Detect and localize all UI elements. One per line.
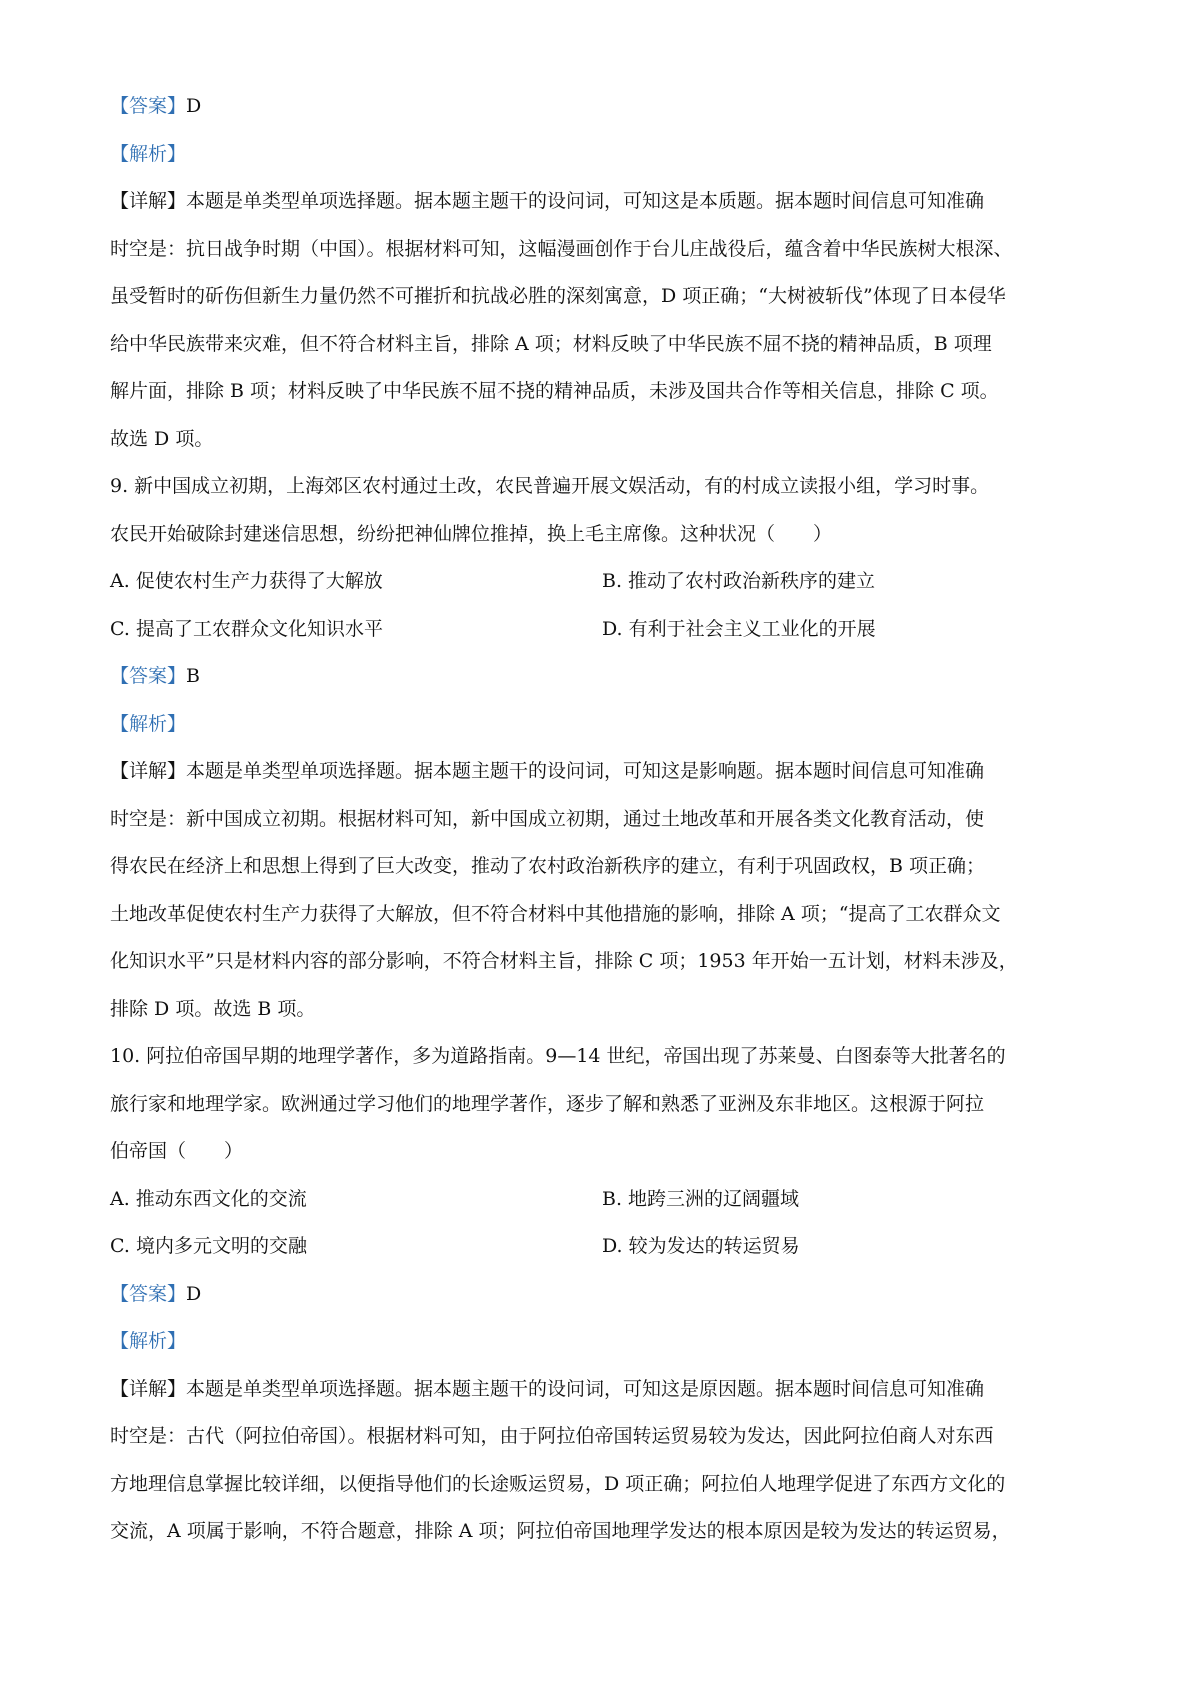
- q9-analysis: [110, 712, 1100, 736]
- answer-label: 【答案】: [110, 95, 187, 117]
- q8-detail-line: 时空是：抗日战争时期（中国）。根据材料可知，这幅漫画创作于台儿庄战役后，蕴含着中华民族树大根深、: [110, 237, 1013, 260]
- q9-stem-line: 9. 新中国成立初期，上海郊区农村通过土改，农民普遍开展文娱活动，有的村成立读报小组，学习时事。: [110, 475, 990, 497]
- q9-options-row: [110, 569, 1100, 593]
- q10-options-row: [110, 1187, 1100, 1211]
- q10-options-row: [110, 1234, 1100, 1258]
- q9-detail-line: 得农民在经济上和思想上得到了巨大改变，推动了农村政治新秩序的建立，有利于巩固政权，B 项正确；: [110, 855, 986, 877]
- q8-detail-line: 故选 D 项。: [110, 427, 214, 450]
- analysis-label: 【解析】: [110, 1330, 187, 1352]
- detail-label: 【详解】: [110, 760, 187, 782]
- q10-stem-line: 伯帝国（ ）: [110, 1140, 244, 1162]
- q9-detail-line: [110, 759, 1100, 783]
- q10-detail-line: 方地理信息掌握比较详细，以便指导他们的长途贩运贸易，D 项正确；阿拉伯人地理学促进了东西方文化的: [110, 1472, 1006, 1495]
- q8-analysis: [110, 142, 1100, 166]
- q9-detail-line: 排除 D 项。故选 B 项。: [110, 997, 316, 1020]
- option-c: C. 提高了工农群众文化知识水平: [110, 617, 383, 640]
- q8-detail-line: 给中华民族带来灾难，但不符合材料主旨，排除 A 项；材料反映了中华民族不屈不挠的精神品质，B 项理: [110, 332, 992, 355]
- detail-label: 【详解】: [110, 190, 187, 212]
- option-a: A. 促使农村生产力获得了大解放: [110, 570, 383, 592]
- q8-detail-line: 解片面，排除 B 项；材料反映了中华民族不屈不挠的精神品质，未涉及国共合作等相关信息，排除 C 项。: [110, 380, 999, 402]
- answer-label: 【答案】: [110, 1282, 187, 1305]
- q8-detail-line: 虽受暂时的斫伤但新生力量仍然不可摧折和抗战必胜的深刻寓意，D 项正确；“大树被斩伐”体现了日本侵华: [110, 285, 1006, 307]
- option-a: A. 推动东西文化的交流: [110, 1187, 307, 1210]
- option-b: B. 地跨三洲的辽阔疆域: [602, 1187, 800, 1210]
- q10-answer: [110, 1282, 1100, 1306]
- q9-options-row: [110, 617, 1100, 641]
- detail-text: 本题是单类型单项选择题。据本题主题干的设问词，可知这是影响题。据本题时间信息可知准确: [186, 760, 985, 782]
- answer-value: D: [186, 95, 202, 117]
- q9-detail-line: 化知识水平”只是材料内容的部分影响，不符合材料主旨，排除 C 项；1953 年开始一五计划，材料未涉及，: [110, 950, 1018, 972]
- detail-text: 本题是单类型单项选择题。据本题主题干的设问词，可知这是原因题。据本题时间信息可知准确: [186, 1377, 985, 1400]
- q10-detail-line: 交流，A 项属于影响，不符合题意，排除 A 项；阿拉伯帝国地理学发达的根本原因是较为发达的转运贸易，: [110, 1520, 1011, 1542]
- analysis-label: 【解析】: [110, 712, 187, 735]
- option-b: B. 推动了农村政治新秩序的建立: [602, 570, 876, 592]
- detail-text: 本题是单类型单项选择题。据本题主题干的设问词，可知这是本质题。据本题时间信息可知准确: [186, 190, 985, 212]
- answer-value: D: [186, 1282, 202, 1305]
- q8-answer: [110, 94, 1100, 118]
- q10-stem-line: 10. 阿拉伯帝国早期的地理学著作，多为道路指南。9—14 世纪，帝国出现了苏莱曼、白图泰等大批著名的: [110, 1045, 1006, 1067]
- q10-detail-line: 时空是：古代（阿拉伯帝国）。根据材料可知，由于阿拉伯帝国转运贸易较为发达，因此阿拉伯商人对东西: [110, 1425, 994, 1447]
- option-d: D. 较为发达的转运贸易: [602, 1235, 800, 1257]
- option-d: D. 有利于社会主义工业化的开展: [602, 617, 876, 640]
- q9-answer: [110, 664, 1100, 688]
- q8-detail-line: [110, 189, 1100, 213]
- analysis-label: 【解析】: [110, 142, 187, 165]
- q10-stem-line: 旅行家和地理学家。欧洲通过学习他们的地理学著作，逐步了解和熟悉了亚洲及东非地区。这根源于阿拉: [110, 1092, 985, 1115]
- q9-detail-line: 时空是：新中国成立初期。根据材料可知，新中国成立初期，通过土地改革和开展各类文化教育活动，使: [110, 807, 985, 830]
- q10-analysis: [110, 1329, 1100, 1353]
- answer-label: 【答案】: [110, 665, 187, 687]
- answer-value: B: [186, 665, 200, 687]
- detail-label: 【详解】: [110, 1377, 187, 1400]
- q10-detail-line: [110, 1377, 1100, 1401]
- q9-stem-line: 农民开始破除封建迷信思想，纷纷把神仙牌位推掉，换上毛主席像。这种状况（ ）: [110, 522, 833, 545]
- q9-detail-line: 土地改革促使农村生产力获得了大解放，但不符合材料中其他措施的影响，排除 A 项；“提高了工农群众文: [110, 902, 1001, 925]
- option-c: C. 境内多元文明的交融: [110, 1235, 307, 1257]
